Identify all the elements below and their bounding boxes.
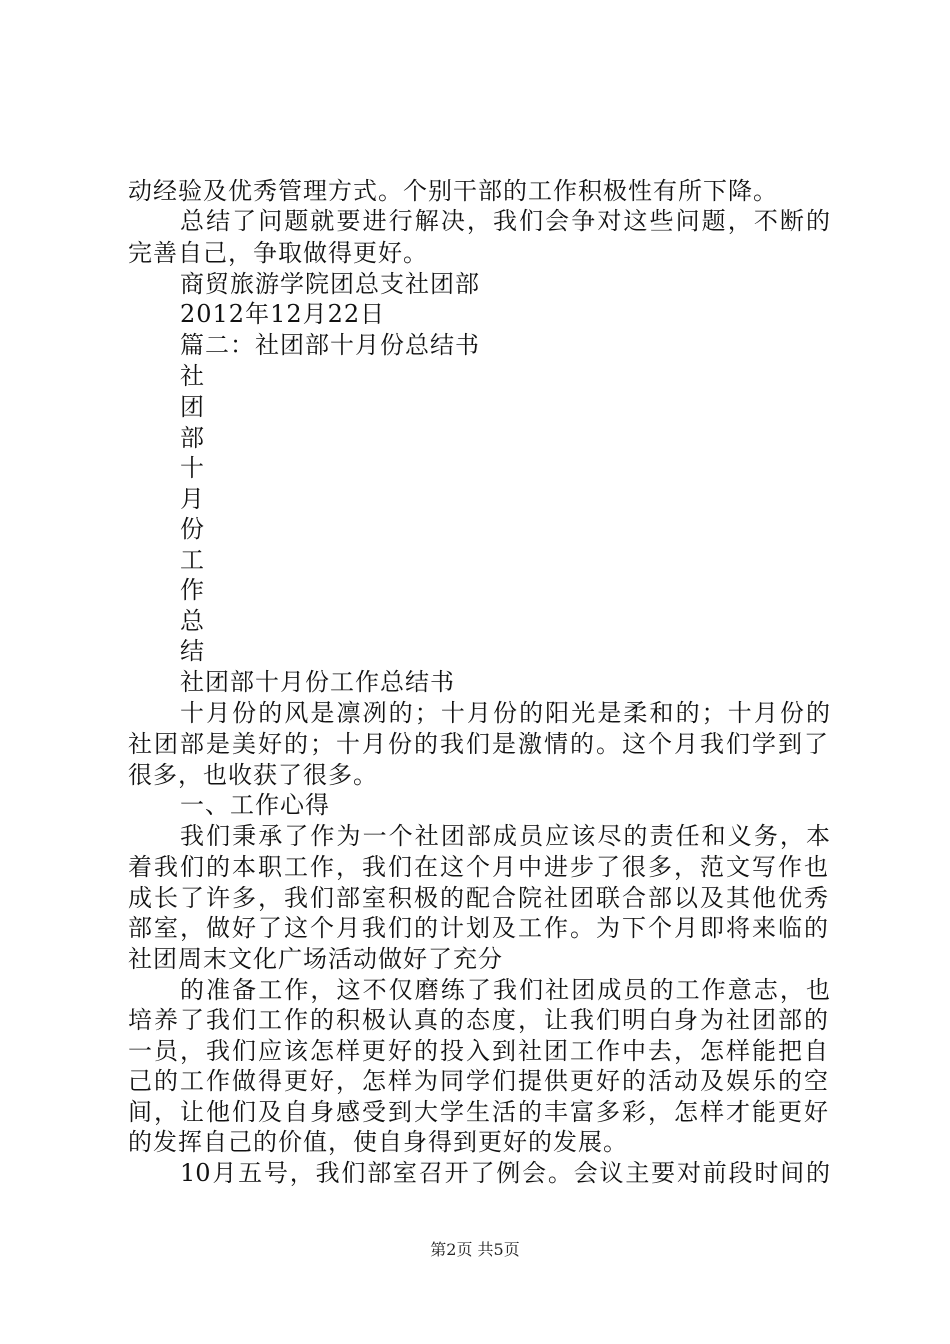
text-line: 商贸旅游学院团总支社团部 [180, 270, 480, 298]
text-line: 的准备工作，这不仅磨练了我们社团成员的工作意志，也 [180, 976, 830, 1004]
vertical-title-char: 月 [180, 485, 205, 513]
text-line: 很多，也收获了很多。 [128, 761, 378, 789]
page-number-footer: 第2页 共5页 [430, 1240, 520, 1259]
vertical-title-char: 十 [180, 454, 205, 482]
subsection-heading: 一、工作心得 [180, 791, 330, 819]
text-line: 总结了问题就要进行解决，我们会争对这些问题，不断的 [180, 207, 830, 235]
vertical-title-char: 部 [180, 424, 205, 452]
text-line: 10月五号，我们部室召开了例会。会议主要对前段时间的 [180, 1159, 830, 1187]
text-line: 部室，做好了这个月我们的计划及工作。为下个月即将来临的 [128, 914, 828, 942]
vertical-title-char: 总 [180, 607, 205, 635]
text-line: 完善自己，争取做得更好。 [128, 239, 428, 267]
section-heading: 篇二：社团部十月份总结书 [180, 331, 480, 359]
vertical-title-char: 社 [180, 362, 205, 390]
text-line: 十月份的风是凛冽的；十月份的阳光是柔和的；十月份的 [180, 699, 830, 727]
text-line: 动经验及优秀管理方式。个别干部的工作积极性有所下降。 [128, 177, 778, 205]
vertical-title-char: 工 [180, 546, 205, 574]
text-line: 我们秉承了作为一个社团部成员应该尽的责任和义务，本 [180, 822, 830, 850]
text-line: 社团周末文化广场活动做好了充分 [128, 945, 503, 973]
text-line: 的发挥自己的价值，使自身得到更好的发展。 [128, 1128, 628, 1156]
vertical-title-char: 份 [180, 515, 205, 543]
text-line: 培养了我们工作的积极认真的态度，让我们明白身为社团部的 [128, 1006, 828, 1034]
text-line: 己的工作做得更好，怎样为同学们提供更好的活动及娱乐的空 [128, 1067, 828, 1095]
text-line: 成长了许多，我们部室积极的配合院社团联合部以及其他优秀 [128, 884, 828, 912]
document-title: 社团部十月份工作总结书 [180, 668, 455, 696]
text-line: 着我们的本职工作，我们在这个月中进步了很多，范文写作也 [128, 853, 828, 881]
text-line: 社团部是美好的；十月份的我们是激情的。这个月我们学到了 [128, 730, 828, 758]
text-line: 间，让他们及自身感受到大学生活的丰富多彩，怎样才能更好 [128, 1098, 828, 1126]
vertical-title-char: 作 [180, 576, 205, 604]
text-line: 一员，我们应该怎样更好的投入到社团工作中去，怎样能把自 [128, 1037, 828, 1065]
date-line: 2012年12月22日 [180, 300, 386, 328]
vertical-title-char: 团 [180, 393, 205, 421]
vertical-title-char: 结 [180, 637, 205, 665]
